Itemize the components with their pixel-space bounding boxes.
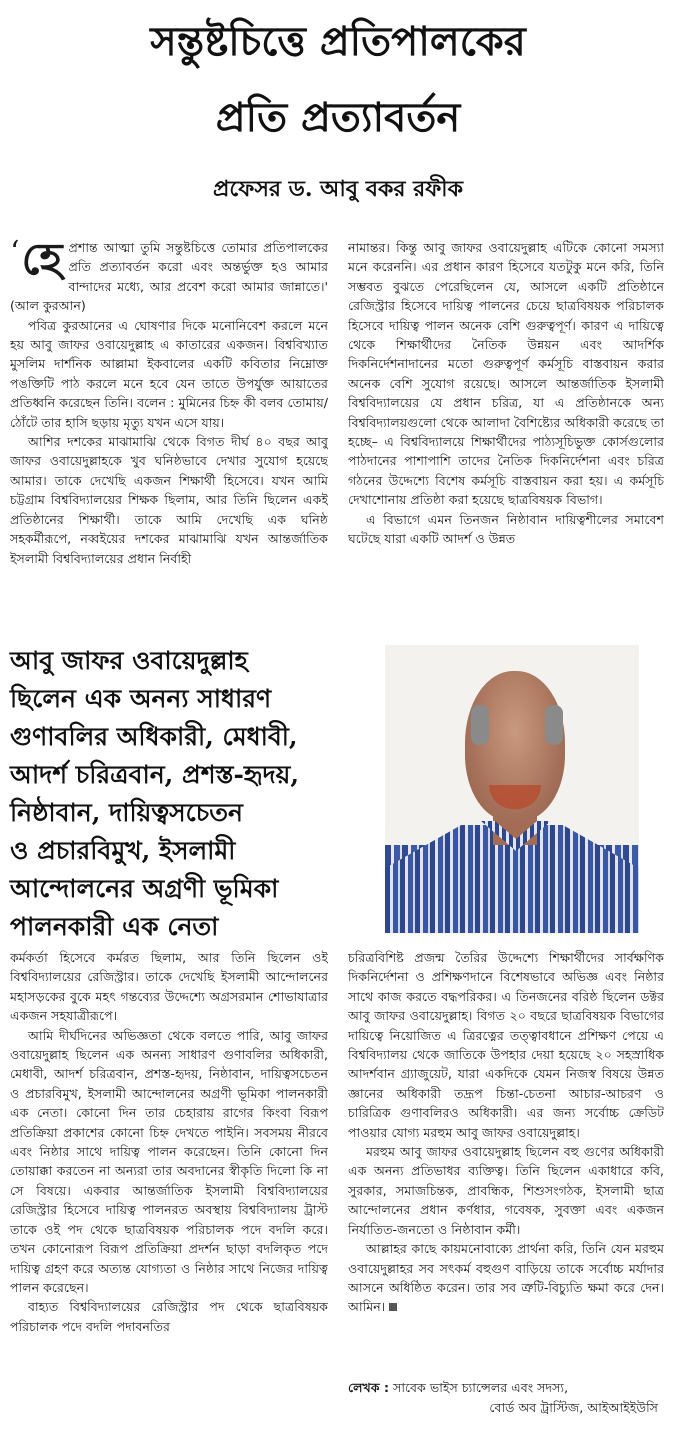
- author-line2: বোর্ড অব ট্রাস্টিজ, আইআইইউসি: [489, 1400, 658, 1415]
- paragraph: [348, 1239, 664, 1317]
- paragraph: [10, 238, 328, 316]
- paragraph: পবিত্র কুরআনের এ ঘোষণার দিকে মনোনিবেশ করলে মনে হয় আবু জাফর ওবায়েদুল্লাহ এ কাতারের একজন। বিশ্ববিখ্যাত মুসলিম দার্শনিক আল্লামা ইকবালের একটি কবিতার নিম্নোক্ত পঙক্তিটি পাঠ করলে মনে হবে যেন তাতে উপর্যুক্ত আয়াতের প্রতিধ্বনি করেছেন তিনি। বলেন : মুমিনের চিহ্ন কী বলব তোমায়/ঠোঁটে তার হাসি ছড়ায় মৃত্যু যখন এসে যায়।: [10, 317, 328, 430]
- paragraph: বাহ্যত বিশ্ববিদ্যালয়ের রেজিস্ট্রার পদ থেকে ছাত্রবিষয়ক পরিচালক পদে বদলি পদাবনতির: [10, 1299, 328, 1334]
- column-2-top: [348, 238, 664, 628]
- author-label: লেখক :: [348, 1380, 389, 1395]
- paragraph: এ বিভাগে এমন তিনজন নিষ্ঠাবান দায়িত্বশীলের সমাবেশ ঘটেছে যারা একটি আদর্শ ও উন্নত: [348, 511, 664, 547]
- paragraph-text: আল্লাহর কাছে কায়মনোবাক্যে প্রার্থনা করি, তিনি যেন মরহুম ওবায়েদুল্লাহর সব সৎকর্ম বহুগুণ বাড়িয়ে তাকে সর্বোচ্চ মর্যাদার আসনে অধিষ্ঠিত করেন। তার সব ত্রুটি-বিচ্যুতি ক্ষমা করে দেন। আমিন।: [348, 1241, 664, 1315]
- headline-line2: প্রতি প্রত্যাবর্তন: [215, 94, 461, 141]
- headline-line1: সন্তুষ্টচিত্তে প্রতিপালকের: [150, 18, 526, 65]
- paragraph-text: প্রশান্ত আত্মা তুমি সন্তুষ্টচিত্তে তোমার প্রতিপালকের প্রতি প্রত্যাবর্তন করো এবং অন্তর্ভুক্ত হও আমার বান্দাদের মধ্যে, আর প্রবেশ করো আমার জান্নাতে।' (আল কুরআন): [10, 240, 328, 314]
- pull-quote-line: আন্দোলনের অগ্রণী ভূমিকা: [10, 874, 279, 903]
- pull-quote: [10, 642, 350, 946]
- pull-quote-line: নিষ্ঠাবান, দায়িত্বসচেতন: [10, 798, 243, 827]
- pull-quote-line: গুণাবলির অধিকারী, মেধাবী,: [10, 722, 298, 751]
- end-mark: [389, 1303, 397, 1311]
- paragraph: কর্মকর্তা হিসেবে কর্মরত ছিলাম, আর তিনি ছিলেন ওই বিশ্ববিদ্যালয়ের রেজিস্ট্রার। তাকে দেখেছি ইসলামী আন্দোলনের মহাসড়কের বুকে মহৎ গন্তব্যের উদ্দেশ্যে অগ্রসরমান শোভাযাত্রার একজন সহযাত্রীরূপে।: [10, 950, 328, 1024]
- pull-quote-line: ও প্রচারবিমুখ, ইসলামী: [10, 836, 236, 865]
- paragraph: আমি দীর্ঘদিনের অভিজ্ঞতা থেকে বলতে পারি, আবু জাফর ওবায়েদুল্লাহ ছিলেন এক অনন্য সাধারণ গুণাবলির অধিকারী, মেধাবী, আদর্শ চরিত্রবান, প্রশস্ত-হৃদয়, নিষ্ঠাবান, দায়িত্বসচেতন ও প্রচারবিমুখ, ইসলামী আন্দোলনের অগ্রণী ভূমিকা পালনকারী এক নেতা। কোনো দিন তার চেহারায় রাগের কিংবা বিরূপ প্রতিক্রিয়া প্রকাশের কোনো চিহ্ন দেখতে পাইনি। সবসময় নীরবে এবং নিষ্ঠার সাথে দায়িত্ব পালন করেছেন। তিনি কোনো দিন তোয়াক্কা করতেন না অন্যরা তার অবদানের স্বীকৃতি দিলো কি না সে বিষয়ে। একবার আন্তর্জাতিক ইসলামী বিশ্ববিদ্যালয়ের রেজিস্ট্রার হিসেবে দায়িত্ব পালনরত অবস্থায় বিশ্ববিদ্যালয় ট্রাস্ট তাকে ওই পদ থেকে ছাত্রবিষয়ক পরিচালক পদে বদলি করে। তখন কোনোরূপ বিরূপ প্রতিক্রিয়া প্রদর্শন ছাড়া বদলিকৃত পদে দায়িত্ব গ্রহণ করে অত্যন্ত যোগ্যতা ও নিষ্ঠার সাথে নিজের দায়িত্ব পালন করেছেন।: [10, 1027, 328, 1295]
- open-quote-mark: ‘: [10, 238, 20, 270]
- paragraph: মরহুম আবু জাফর ওবায়েদুল্লাহ ছিলেন বহু গুণের অধিকারী এক অনন্য প্রতিভাধর ব্যক্তিত্ব। তিনি ছিলেন একাধারে কবি, সুরকার, সমাজচিন্তক, প্রাবন্ধিক, শিশুসংগঠক, ইসলামী ছাত্র আন্দোলনের প্রধান কর্ণধার, গবেষক, সুবক্তা এবং একজন নির্যাতিত-জনতো ও নিষ্ঠাবান কর্মী।: [348, 1144, 664, 1237]
- pull-quote-line: আবু জাফর ওবায়েদুল্লাহ: [10, 646, 248, 675]
- column-2-bottom: [348, 948, 664, 1376]
- portrait-photo: [385, 645, 639, 933]
- byline: প্রফেসর ড. আবু বকর রফীক: [213, 176, 463, 202]
- dropcap: হে: [21, 238, 63, 285]
- paragraph: আশির দশকের মাঝামাঝি থেকে বিগত দীর্ঘ ৪০ বছর আবু জাফর ওবায়েদুল্লাহকে খুব ঘনিষ্ঠভাবে দেখার সুযোগ হয়েছে আমার। তাকে দেখেছি একজন শিক্ষার্থী হিসেবে। যখন আমি চট্টগ্রাম বিশ্ববিদ্যালয়ের শিক্ষক ছিলাম, আর তিনি ছিলেন একই প্রতিষ্ঠানের শিক্ষার্থী। তাকে আমি দেখেছি এক ঘনিষ্ঠ সহকর্মীরূপে, নব্বইয়ের দশকের মাঝামাঝি যখন আন্তর্জাতিক ইসলামী বিশ্ববিদ্যালয়ের প্রধান নির্বাহী: [10, 434, 328, 566]
- author-note: [348, 1378, 658, 1418]
- pull-quote-line: আদর্শ চরিত্রবান, প্রশস্ত-হৃদয়,: [10, 760, 300, 789]
- author-line1: সাবেক ভাইস চ্যান্সেলর এবং সদস্য,: [393, 1380, 569, 1395]
- paragraph: চরিত্রবিশিষ্ট প্রজন্ম তৈরির উদ্দেশ্যে শিক্ষার্থীদের সার্বক্ষণিক দিকনির্দেশনা ও প্রশিক্ষণদানে বিশেষভাবে অভিজ্ঞ এবং নিষ্ঠার সাথে কাজ করতে বদ্ধপরিকর। এ তিনজনের বরিষ্ঠ ছিলেন ডক্টর আবু জাফর ওবায়েদুল্লাহ। বিগত ২০ বছরে ছাত্রবিষয়ক বিভাগের দায়িত্বে নিয়োজিত এ ত্রিরত্নের তত্ত্বাবধানে প্রশিক্ষণ পেয়ে এ বিশ্ববিদ্যালয় থেকে জাতিকে উপহার দেয়া হয়েছে ২০ সহস্রাধিক আদর্শবান গ্র্যাজুয়েট, যারা একদিকে যেমন নিজস্ব বিষয়ে উন্নত জ্ঞানের অধিকারী তদ্রূপ চিন্তা-চেতনা আচার-আচরণ ও চারিত্রিক গুণাবলিরও অধিকারী। এর জন্য সর্বোচ্চ ক্রেডিট পাওয়ার যোগ্য মরহুম আবু জাফর ওবায়েদুল্লাহ।: [348, 950, 664, 1140]
- pull-quote-line: ছিলেন এক অনন্য সাধারণ: [10, 684, 272, 713]
- pull-quote-line: পালনকারী এক নেতা: [10, 912, 219, 941]
- column-1-top: [10, 238, 328, 628]
- paragraph: নামান্তর। কিন্তু আবু জাফর ওবায়েদুল্লাহ এটিকে কোনো সমস্যা মনে করেননি। এর প্রধান কারণ হিসেবে যতটুকু মনে করি, তিনি সম্ভবত বুঝতে পেরেছিলেন যে, আসলে একটি প্রতিষ্ঠানে রেজিস্ট্রার হিসেবে দায়িত্ব পালনের চেয়ে ছাত্রবিষয়ক পরিচালক হিসেবে দায়িত্ব পালন অনেক বেশি গুরুত্বপূর্ণ। কারণ এ দায়িত্বে থেকে শিক্ষার্থীদের নৈতিক উন্নয়ন এবং আদর্শিক দিকনির্দেশনাদানের মতো গুরুত্বপূর্ণ কর্মসূচি বাস্তবায়ন করার অনেক বেশি সুযোগ রয়েছে। আসলে আন্তর্জাতিক ইসলামী বিশ্ববিদ্যালয়ের যে প্রধান চরিত্র, যা এ প্রতিষ্ঠানকে অন্য বিশ্ববিদ্যালয়গুলো থেকে আলাদা বৈশিষ্ট্যের অধিকারী করেছে তা হচ্ছে– এ বিশ্ববিদ্যালয়ে শিক্ষার্থীদের পাঠ্যসূচিভুক্ত কোর্সগুলোর পাঠদানের পাশাপাশি তাদের নৈতিক দিকনির্দেশনা এবং চরিত্র গঠনের উদ্দেশ্যে বিশেষ কর্মসূচি বাস্তবায়ন করা হয়। এ কর্মসূচি দেখাশোনায় প্রতিষ্ঠা করা হয়েছে ছাত্রবিষয়ক বিভাগ।: [348, 240, 664, 508]
- column-1-bottom: [10, 948, 328, 1426]
